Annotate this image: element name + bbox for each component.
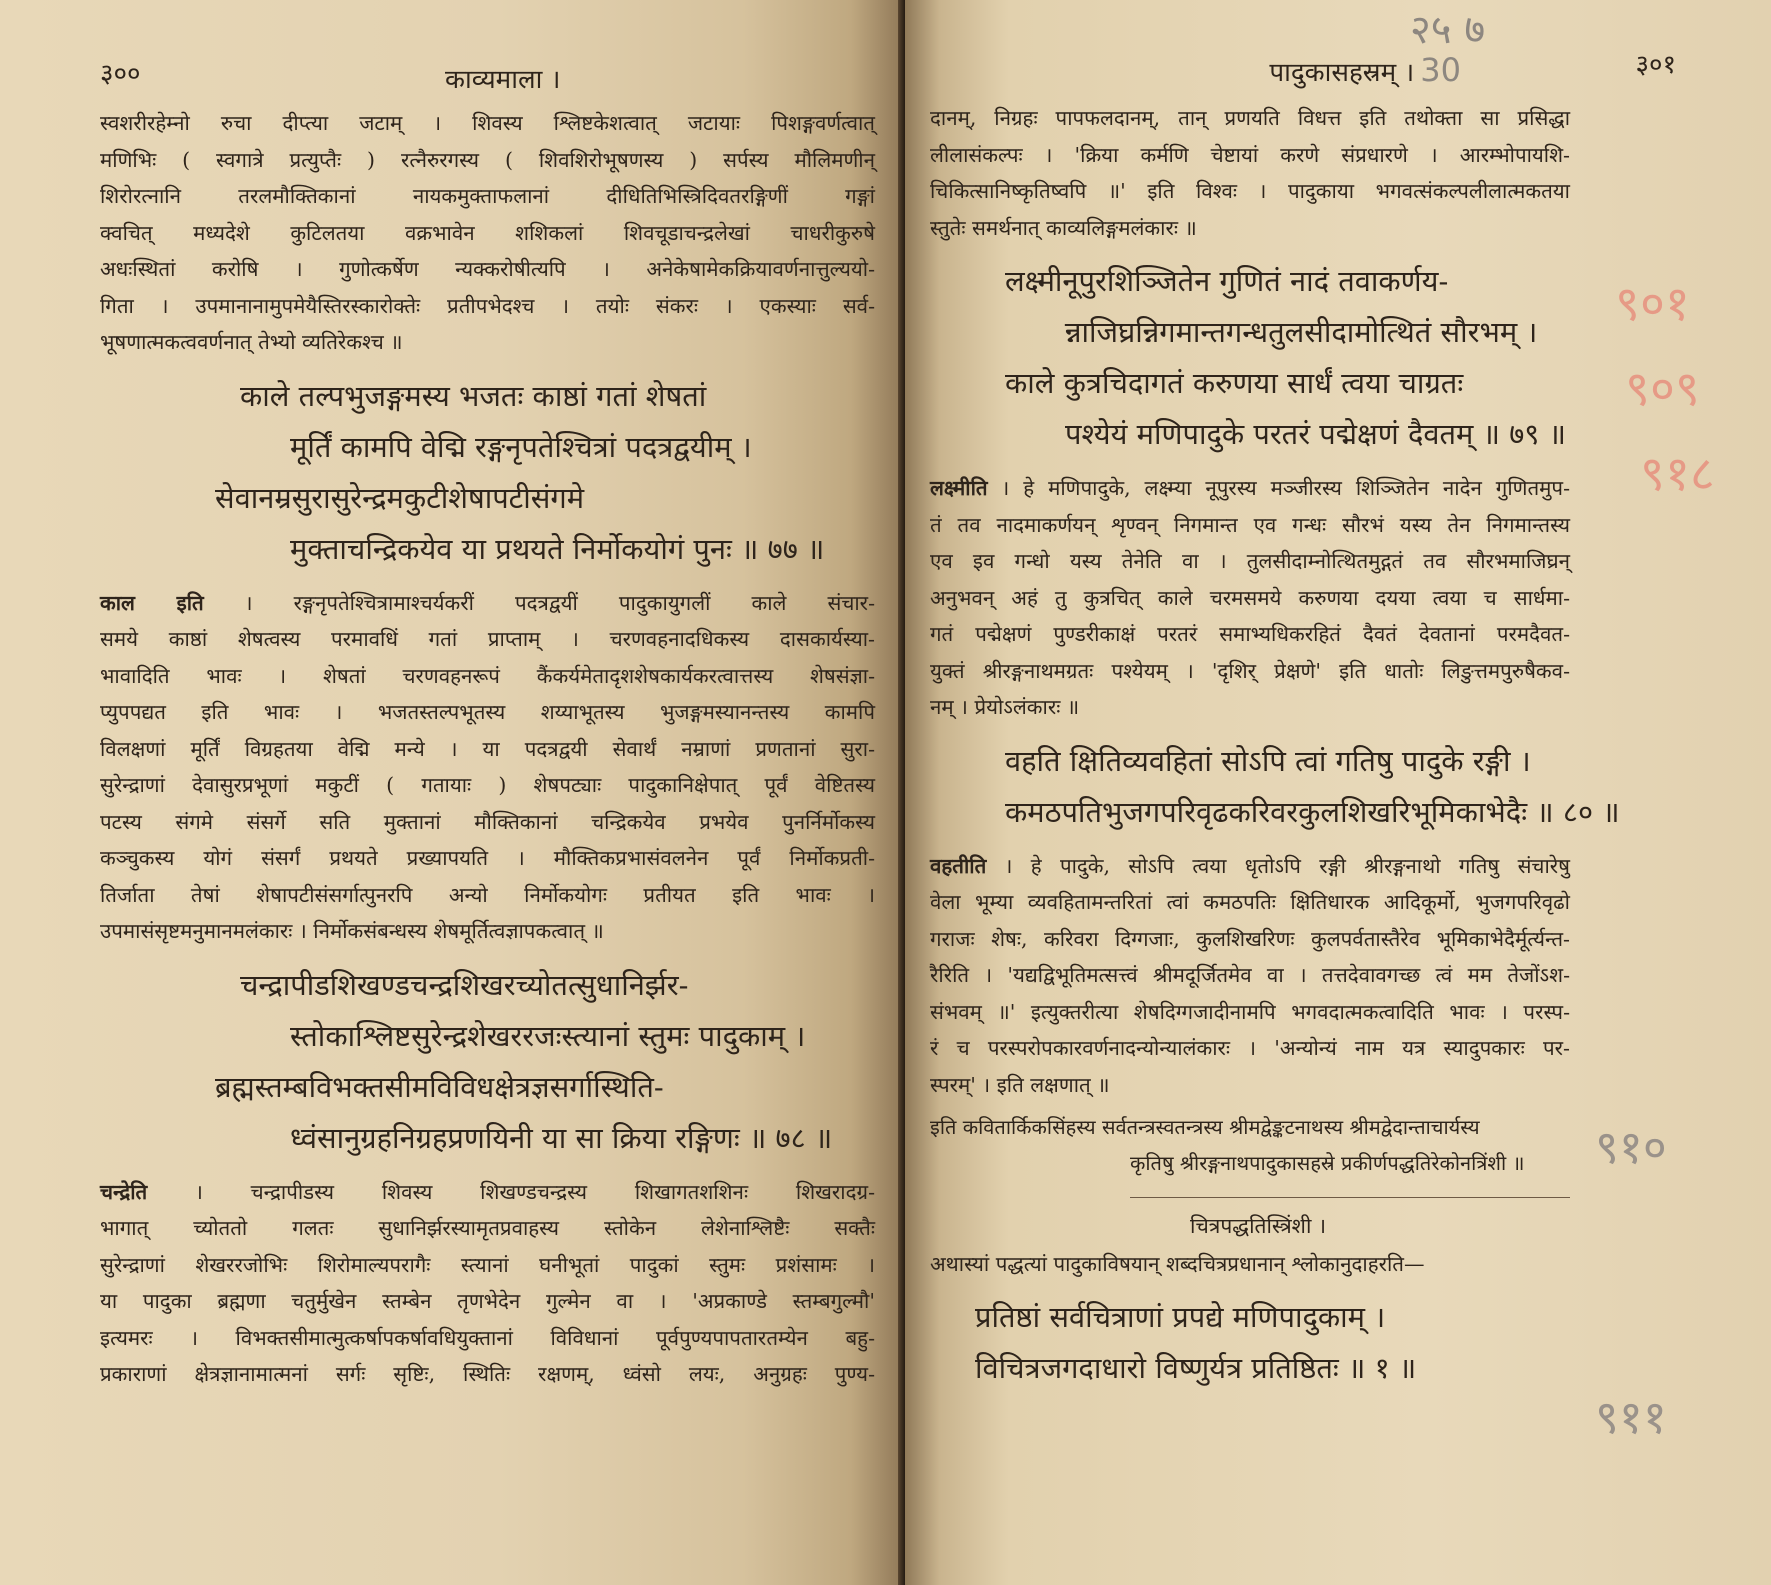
text-line: स्परम्' । इति लक्षणात् ॥ — [930, 1072, 1110, 1097]
right-commentary-top — [930, 100, 1570, 246]
left-commentary-top — [100, 105, 875, 361]
text-line: सुरेन्द्राणां देवासुरप्रभूणां मकुटीं ( गतायाः ) शेषपट्याः पादुकानिक्षेपात् पूर्वं वेष्टितस्य — [100, 773, 875, 797]
commentary-77 — [100, 585, 875, 950]
text-line: प्रकाराणां क्षेत्रज्ञानामात्मनां सर्गः सृष्टिः, स्थितिः रक्षणम्, ध्वंसो लयः, अनुग्रहः पुण्य- — [100, 1362, 875, 1386]
margin-note-red: ९०९ — [1625, 361, 1700, 417]
text-line: या पादुका ब्रह्मणा चतुर्मुखेन स्तम्बेन तृणभेदेन गुल्मेन वा । 'अप्रकाण्डे स्तम्बगुल्मौ' — [100, 1289, 875, 1313]
text-line — [930, 470, 1570, 507]
verse-line: चन्द्रापीडशिखण्डचन्द्रशिखरच्योतत्सुधानिर्झर- — [240, 967, 689, 1002]
verse-79 — [930, 256, 1570, 460]
verse-line: मूर्तिं कामपि वेद्मि रङ्गनृपतेश्चित्रां पदत्रद्वयीम् । — [290, 429, 752, 464]
text-line: इत्यमरः । विभक्तसीमात्मुत्कर्षापकर्षावधियुक्तानां विविधानां पूर्वपुण्यपापतारतम्येन बहु- — [100, 1325, 875, 1350]
colophon-line: इति कवितार्किकसिंहस्य सर्वतन्त्रस्वतन्त्रस्य श्रीमद्वेङ्कटनाथस्य श्रीमद्वेदान्ताचार्यस्य — [930, 1115, 1480, 1139]
text-line: स्वशरीरहेम्नो रुचा दीप्त्या जटाम् । शिवस्य श्लिष्टकेशत्वात् जटायाः पिशङ्गवर्णत्वात् — [100, 111, 875, 135]
verse-77 — [100, 371, 875, 575]
text-line: क्वचित् मध्यदेशे कुटिलतया वक्रभावेन शशिकलां शिवचूडाचन्द्रलेखां चाधरीकुरुषे — [100, 220, 875, 245]
verse-line: ध्वंसानुग्रहनिग्रहप्रणयिनी या सा क्रिया रङ्गिणः ॥ ७८ ॥ — [290, 1120, 833, 1155]
section-title: चित्रपद्धतिस्त्रिंशी । — [1190, 1214, 1327, 1238]
colophon-line: कृतिषु श्रीरङ्गनाथपादुकासहस्रे प्रकीर्णपद्धतिरेकोनत्रिंशी ॥ — [1130, 1151, 1525, 1175]
verse-1 — [930, 1292, 1570, 1394]
text-line: नम् । प्रेयोऽलंकारः ॥ — [930, 695, 1080, 719]
text-line: दानम्, निग्रहः पापफलदानम्, तान् प्रणयति विधत्त इति तथोक्ता सा प्रसिद्धा — [930, 106, 1570, 130]
left-running-head: काव्यमाला । — [445, 65, 561, 95]
verse-line: वहति क्षितिव्यवहितां सोऽपि त्वां गतिषु पादुके रङ्गी । — [1005, 743, 1531, 778]
text-fragment: । रङ्गनृपतेश्चित्रामाश्चर्यकरीं पदत्रद्वयीं पादुकायुगलीं काले संचार- — [203, 590, 875, 615]
text-line: स्तुतेः समर्थनात् काव्यलिङ्गमलंकारः ॥ — [930, 215, 1197, 240]
pencil-annotation-top: २५ ७ — [1410, 7, 1486, 53]
text-line: प्युपपद्यत इति भावः । भजतस्तल्पभूतस्य शय्याभूतस्य भुजङ्गमस्यानन्तस्य कामपि — [100, 700, 875, 724]
text-fragment: । चन्द्रापीडस्य शिवस्य शिखण्डचन्द्रस्य शिखागतशशिनः शिखरादग्र- — [147, 1179, 875, 1204]
verse-line: सेवानम्रसुरासुरेन्द्रमकुटीशेषापटीसंगमे — [215, 480, 585, 515]
text-line: चिकित्सानिष्कृतिष्वपि ॥' इति विश्वः । पादुकाया भगवत्संकल्पलीलात्मकतया — [930, 179, 1570, 203]
colophon — [930, 1109, 1570, 1181]
text-line: शिरोरत्नानि तरलमौक्तिकानां नायकमुक्ताफलानां दीधितिभिस्त्रिदिवतरङ्गिणीं गङ्गां — [100, 184, 875, 208]
right-page-number: ३०१ — [1635, 50, 1676, 80]
verse-line: लक्ष्मीनूपुरशिञ्जितेन गुणितं नादं तवाकर्णय- — [1005, 264, 1449, 298]
text-line: अधःस्थितां करोषि । गुणोत्कर्षेण न्यक्करोषीत्यपि । अनेकेषामेकक्रियावर्णनात्तुल्ययो- — [100, 257, 875, 281]
margin-note-red: ९०१ — [1615, 276, 1690, 332]
text-line: विलक्षणां मूर्तिं विग्रहतया वेद्मि मन्ये । या पदत्रद्वयी सेवार्थं नम्राणां प्रणतानां सुरा- — [100, 736, 875, 761]
text-line: गराजः शेषः, करिवरा दिग्गजाः, कुलशिखरिणः कुलपर्वतास्तैरेव भूमिकाभेदैर्मूर्त्यन्त- — [930, 926, 1570, 951]
text-line: सुरेन्द्राणां शेखररजोभिः शिरोमाल्यपरागैः स्त्यानां घनीभूतां पादुकां स्तुमः प्रशंसामः । — [100, 1252, 875, 1277]
verse-line: काले कुत्रचिदागतं करुणया सार्धं त्वया चाग्रतः — [1005, 366, 1464, 400]
text-line: अनुभवन् अहं तु कुत्रचित् काले चरमसमये करुणया दयया त्वया च सार्धमा- — [930, 585, 1570, 610]
verse-80 — [930, 736, 1620, 838]
verse-line: पश्येयं मणिपादुके परतरं पद्मेक्षणं दैवतम् ॥ ७९ ॥ — [1065, 417, 1566, 451]
text-line: लीलासंकल्पः । 'क्रिया कर्मणि चेष्टायां करणे संप्रधारणे । आरम्भोपायशि- — [930, 142, 1570, 167]
text-line: रैरिति । 'यद्यद्विभूतिमत्सत्त्वं श्रीमदूर्जितमेव वा । तत्तदेवावगच्छ त्वं मम तेजोंऽश- — [930, 963, 1570, 987]
margin-note-pencil: ९१० — [1595, 1120, 1667, 1174]
verse-line: न्नाजिघ्रन्निगमान्तगन्धतुलसीदामोत्थितं सौरभम् । — [1065, 315, 1538, 349]
right-page — [905, 0, 1771, 1585]
text-fragment: । हे पादुके, सोऽपि त्वया धृतोऽपि रङ्गी श्रीरङ्गनाथो गतिषु संचारेषु — [986, 853, 1570, 878]
text-line: भावादिति भावः । शेषतां चरणवहनरूपं कैंकर्यमेतादृशशेषकार्यकरत्वात्तस्य शेषसंज्ञा- — [100, 663, 875, 688]
text-line: तं तव नादमाकर्णयन् शृण्वन् निगमान्त एव गन्धः सौरभं यस्य तेन निगमान्तस्य — [930, 512, 1570, 537]
text-line — [930, 848, 1570, 885]
verse-78 — [100, 960, 875, 1164]
margin-note-pencil: ९११ — [1595, 1390, 1667, 1444]
verse-line: काले तल्पभुजङ्गमस्य भजतः काष्ठां गतां शेषतां — [240, 378, 707, 413]
text-line: वेला भूम्या व्यवहितामन्तरितां त्वां कमठपतिः क्षितिधारक आदिकूर्मो, भुजगपरिवृढो — [930, 890, 1570, 914]
handwritten-number: 30 — [1420, 51, 1461, 89]
verse-line: स्तोकाश्लिष्टसुरेन्द्रशेखररजःस्त्यानां स्तुमः पादुकाम् । — [290, 1018, 806, 1053]
commentary-80 — [930, 848, 1570, 1104]
text-line — [100, 585, 875, 622]
text-line: पटस्य संगमे संसर्गे सति मुक्तानां मौक्तिकानां चन्द्रिकयेव प्रभयेव पुनर्निर्मोकस्य — [100, 809, 875, 834]
text-line: उपमासंसृष्टमनुमानमलंकारः । निर्मोकसंबन्धस्य शेषमूर्तित्वज्ञापकत्वात् ॥ — [100, 919, 604, 943]
text-line: कञ्चुकस्य योगं संसर्गं प्रथयते प्रख्यापयति । मौक्तिकप्रभासंवलनेन पूर्वं निर्मोकप्रती- — [100, 846, 875, 870]
running-head-text: पादुकासहस्रम् । — [1269, 58, 1415, 88]
commentary-79 — [930, 470, 1570, 726]
text-line: गतं पद्मेक्षणं पुण्डरीकाक्षं परतरं समाभ्यधिकरहितं दैवतं देवतानां परमदैवत- — [930, 622, 1570, 646]
right-page-header — [930, 45, 1676, 100]
text-line: भूषणात्मकत्ववर्णनात् तेभ्यो व्यतिरेकश्च ॥ — [100, 330, 403, 354]
verse-line: विचित्रजगदाधारो विष्णुर्यत्र प्रतिष्ठितः ॥ १ ॥ — [975, 1351, 1417, 1385]
text-line: रं च परस्परोपकारवर्णनादन्योन्यालंकारः । 'अन्योन्यं नाम यत्र स्यादुपकारः पर- — [930, 1036, 1570, 1060]
left-page-header — [100, 50, 875, 105]
right-page-body — [930, 100, 1620, 1394]
lemma-78: चन्द्रेति — [100, 1179, 148, 1204]
verse-line: ब्रह्मस्तम्बविभक्तसीमविविधक्षेत्रज्ञसर्गास्थिति- — [215, 1069, 664, 1104]
commentary-78 — [100, 1174, 875, 1393]
text-line: गिता । उपमानानामुपमेयैस्तिरस्कारोक्तेः प्रतीपभेदश्च । तयोः संकरः । एकस्याः सर्व- — [100, 293, 875, 318]
text-line: तिर्जाता तेषां शेषापटीसंसर्गात्पुनरपि अन्यो निर्मोकयोगः प्रतीयत इति भावः । — [100, 882, 875, 907]
margin-note-red: ९१८ — [1640, 446, 1715, 502]
lemma-79: लक्ष्मीति — [930, 476, 988, 500]
text-line — [100, 1174, 875, 1211]
left-page-number: ३०० — [100, 59, 141, 89]
lemma-80: वहतीति — [930, 853, 987, 878]
text-fragment: । हे मणिपादुके, लक्ष्म्या नूपुरस्य मञ्जीरस्य शिञ्जितेन नादेन गुणितमुप- — [987, 476, 1570, 500]
section-intro: अथास्यां पद्धत्यां पादुकाविषयान् शब्दचित्रप्रधानान् श्लोकानुदाहरति— — [930, 1252, 1425, 1276]
text-line: मणिभिः ( स्वगात्रे प्रत्युप्तैः ) रत्नैरुरगस्य ( शिवशिरोभूषणस्य ) सर्पस्य मौलिमणीन् — [100, 147, 875, 172]
verse-line: मुक्ताचन्द्रिकयेव या प्रथयते निर्मोकयोगं पुनः ॥ ७७ ॥ — [290, 531, 825, 566]
right-running-head — [1269, 51, 1461, 89]
text-line: युक्तं श्रीरङ्गनाथमग्रतः पश्येयम् । 'दृशिर् प्रेक्षणे' इति धातोः लिङुत्तमपुरुषैकव- — [930, 658, 1570, 683]
text-line: एव इव गन्धो यस्य तेनेति वा । तुलसीदाम्नोत्थितमुद्गतं तव सौरभमाजिघ्रन् — [930, 549, 1570, 573]
verse-line: कमठपतिभुजगपरिवृढकरिवरकुलशिखरिभूमिकाभेदैः ॥ ८० ॥ — [1005, 794, 1620, 829]
text-line: संभवम् ॥' इत्युक्तरीत्या शेषदिग्गजादीनामपि भगवदात्मकत्वादिति भावः । परस्प- — [930, 999, 1570, 1024]
section-divider — [1130, 1197, 1570, 1198]
text-line: समये काष्ठां शेषत्वस्य परमावधिं गतां प्राप्ताम् । चरणवहनादधिकस्य दासकार्यस्या- — [100, 627, 875, 651]
text-line: भागात् च्योततो गलतः सुधानिर्झरस्यामृतप्रवाहस्य स्तोकेन लेशेनाश्लिष्टैः सक्तैः — [100, 1216, 875, 1240]
lemma-77: काल इति — [100, 590, 204, 615]
verse-line: प्रतिष्ठां सर्वचित्राणां प्रपद्ये मणिपादुकाम् । — [975, 1300, 1386, 1334]
